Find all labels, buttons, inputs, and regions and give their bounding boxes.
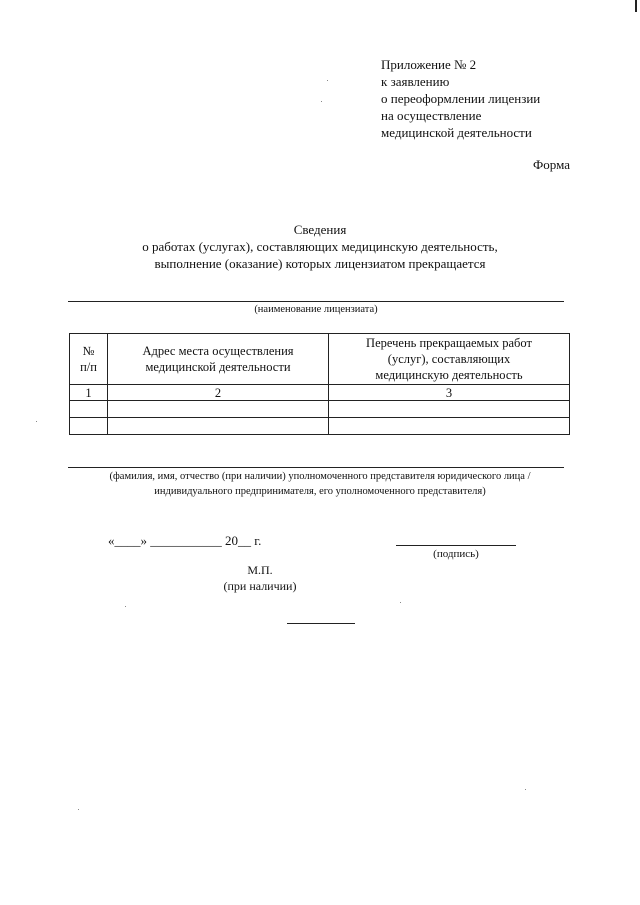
end-line <box>287 623 355 624</box>
annex-line: медицинской деятельности <box>381 125 532 140</box>
stamp-note: (при наличии) <box>223 579 297 593</box>
table-cell <box>70 418 108 435</box>
stamp-block <box>200 562 320 594</box>
header-text: медицинской деятельности <box>145 360 291 374</box>
table-cell <box>329 401 570 418</box>
scan-speck <box>525 789 526 790</box>
title-line: о работах (услугах), составляющих медицинскую деятельность, <box>142 239 498 254</box>
signer-name-line <box>68 467 564 468</box>
scan-edge-mark <box>635 0 637 12</box>
document-title <box>0 221 640 272</box>
table-cell <box>329 418 570 435</box>
table-row <box>70 418 570 435</box>
header-text: п/п <box>80 360 97 374</box>
table-header-row <box>70 334 570 385</box>
signer-caption-line: (фамилия, имя, отчество (при наличии) уполномоченного представителя юридического лица / <box>109 471 531 482</box>
works-table <box>69 333 570 435</box>
signature-line <box>396 545 516 546</box>
column-number: 3 <box>329 385 570 401</box>
column-number-row <box>70 385 570 401</box>
header-text: Перечень прекращаемых работ <box>366 336 532 350</box>
annex-line: Приложение № 2 <box>381 57 477 72</box>
header-text: № <box>82 344 95 358</box>
signer-caption <box>40 469 600 499</box>
licensee-name-line <box>68 301 564 302</box>
table-row <box>70 401 570 418</box>
scan-speck <box>400 602 401 603</box>
title-line: выполнение (оказание) которых лицензиатом прекращается <box>154 256 486 271</box>
annex-block <box>381 56 540 141</box>
scan-speck <box>321 101 322 102</box>
column-number: 1 <box>70 385 108 401</box>
table-cell <box>70 401 108 418</box>
scan-speck <box>78 809 79 810</box>
stamp-label: М.П. <box>247 563 273 577</box>
title-line: Сведения <box>293 222 347 237</box>
table-cell <box>108 401 329 418</box>
annex-line: на осуществление <box>381 108 482 123</box>
header-works <box>329 334 570 385</box>
scan-speck <box>327 80 328 81</box>
signer-caption-line: индивидуального предпринимателя, его уполномоченного представителя) <box>154 486 486 497</box>
scan-speck <box>36 421 37 422</box>
header-text: Адрес места осуществления <box>142 344 294 358</box>
header-num <box>70 334 108 385</box>
date-line: «____» ___________ 20__ г. <box>108 533 262 548</box>
annex-line: о переоформлении лицензии <box>381 91 541 106</box>
header-text: (услуг), составляющих <box>387 352 511 366</box>
annex-line: к заявлению <box>381 74 450 89</box>
signature-caption: (подпись) <box>433 548 479 560</box>
header-address <box>108 334 329 385</box>
header-text: медицинскую деятельность <box>375 368 523 382</box>
licensee-caption: (наименование лицензиата) <box>254 304 378 315</box>
scan-speck <box>125 606 126 607</box>
table-cell <box>108 418 329 435</box>
form-label: Форма <box>533 157 570 172</box>
column-number: 2 <box>108 385 329 401</box>
